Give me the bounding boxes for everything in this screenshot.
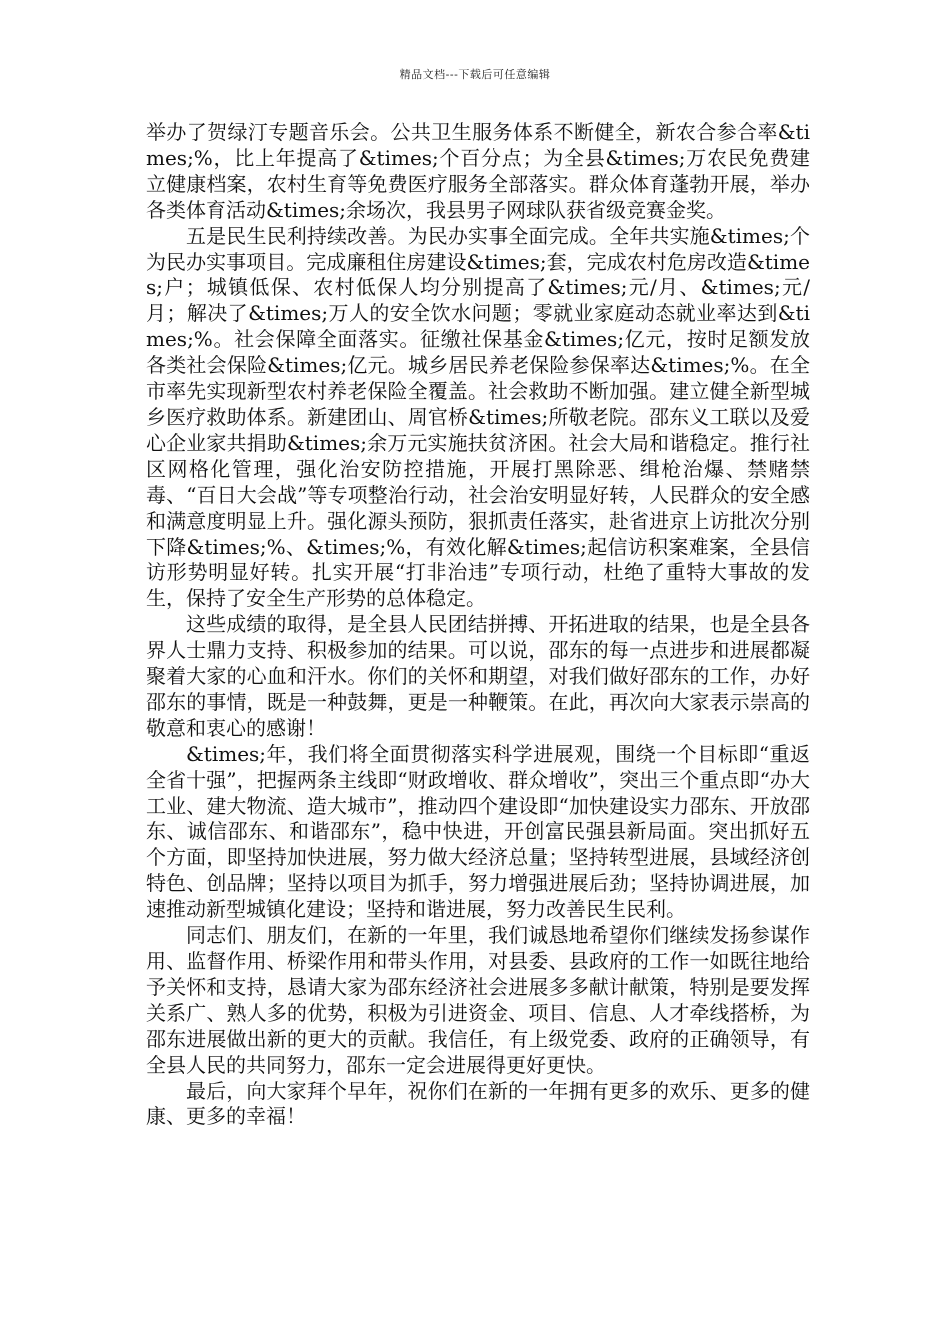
page-header: 精品文档---下载后可任意编辑 [399,68,551,81]
document-body [146,120,810,1130]
paragraph-closing: 最后，向大家拜个早年，祝你们在新的一年拥有更多的欢乐、更多的健康、更多的幸福！ [146,1078,810,1129]
paragraph-appeal: 同志们、朋友们，在新的一年里，我们诚恳地希望你们继续发扬参谋作用、监督作用、桥梁作用和带头作用，对县委、县政府的工作一如既往地给予关怀和支持，恳请大家为邵东经济社会进展多多献计献策，特别是要发挥关系广、熟人多的优势，积极为引进资金、项目、信息、人才牵线搭桥，为邵东进展做出新的更大的贡献。我信任，有上级党委、政府的正确领导，有全县人民的共同努力，邵东一定会进展得更好更快。 [146,923,810,1077]
paragraph-achievements: 这些成绩的取得，是全县人民团结拼搏、开拓进取的结果，也是全县各界人士鼎力支持、积极参加的结果。可以说，邵东的每一点进步和进展都凝聚着大家的心血和汗水。你们的关怀和期望，对我们做好邵东的工作，办好邵东的事情，既是一种鼓舞，更是一种鞭策。在此，再次向大家表示崇高的敬意和衷心的感谢！ [146,612,810,740]
paragraph-health-sports: 举办了贺绿汀专题音乐会。公共卫生服务体系不断健全，新农合参合率&times;%，比上年提高了&times;个百分点；为全县&times;万农民免费建立健康档案，农村生育等免费医疗服务全部落实。群众体育蓬勃开展，举办各类体育活动&times;余场次，我县男子网球队获省级竞赛金奖。 [146,120,810,222]
paragraph-next-year-plan: &times;年，我们将全面贯彻落实科学进展观，围绕一个目标即“重返全省十强”，把握两条主线即“财政增收、群众增收”，突出三个重点即“办大工业、建大物流、造大城市”，推动四个建设即“加快建设实力邵东、开放邵东、诚信邵东、和谐邵东”，稳中快进，开创富民强县新局面。突出抓好五个方面，即坚持加快进展，努力做大经济总量；坚持转型进展，县域经济创特色、创品牌；坚持以项目为抓手，努力增强进展后劲；坚持协调进展，加速推动新型城镇化建设；坚持和谐进展，努力改善民生民利。 [146,741,810,922]
paragraph-livelihood: 五是民生民利持续改善。为民办实事全面完成。全年共实施&times;个为民办实事项目。完成廉租住房建设&times;套，完成农村危房改造&times;户；城镇低保、农村低保人均分别提高了&times;元/月、&times;元/月；解决了&times;万人的安全饮水问题；零就业家庭动态就业率达到&times;%。社会保障全面落实。征缴社保基金&times;亿元，按时足额发放各类社会保险&times;亿元。城乡居民养老保险参保率达&times;%。在全市率先实现新型农村养老保险全覆盖。社会救助不断加强。建立健全新型城乡医疗救助体系。新建团山、周官桥&times;所敬老院。邵东义工联以及爱心企业家共捐助&times;余万元实施扶贫济困。社会大局和谐稳定。推行社区网格化管理，强化治安防控措施，开展打黑除恶、缉枪治爆、禁赌禁毒、“百日大会战”等专项整治行动，社会治安明显好转，人民群众的安全感和满意度明显上升。强化源头预防，狠抓责任落实，赴省进京上访批次分别下降&times;%、&times;%，有效化解&times;起信访积案难案，全县信访形势明显好转。扎实开展“打非治违”专项行动，杜绝了重特大事故的发生，保持了安全生产形势的总体稳定。 [146,223,810,611]
